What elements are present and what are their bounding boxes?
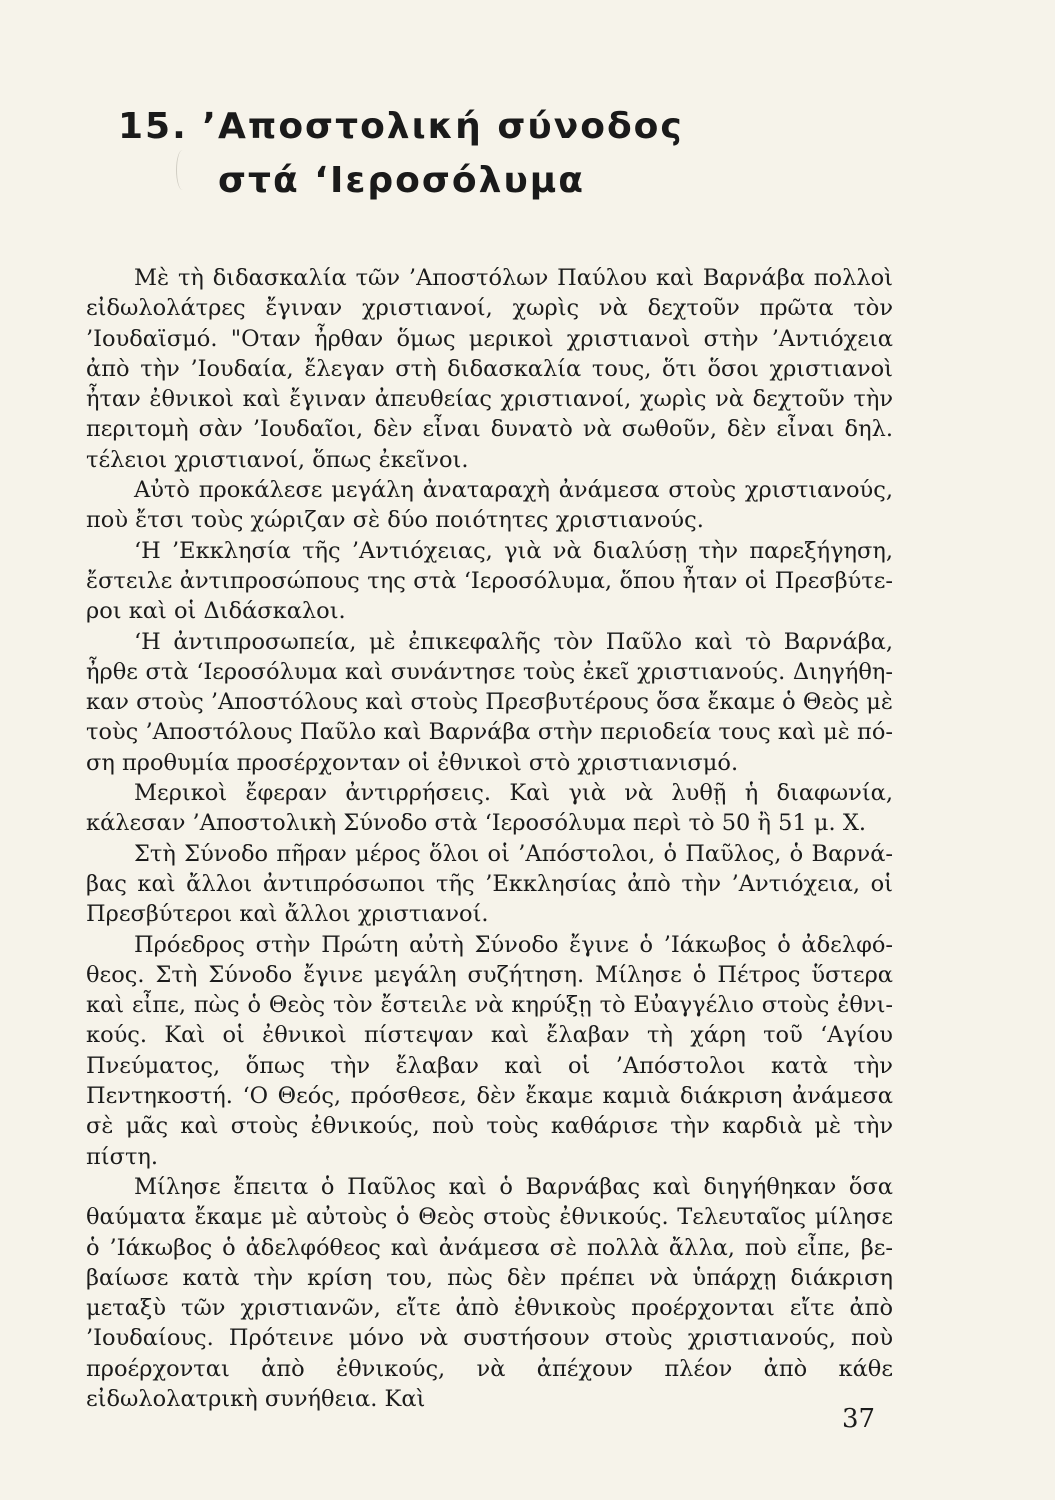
paragraph-1: Μὲ τὴ διδασκαλία τῶν ’Αποστόλων Παύλου καὶ Βαρνάβα πολλοὶ εἰδωλολάτρες ἔγιναν χριστιανοί, χωρὶς νὰ δεχτοῦν πρῶτα τὸν ’Ιουδαϊσμό. "Οταν ἦρθαν ὅμως μερικοὶ χριστιανοὶ στὴν ’Αντιόχεια ἀπὸ τὴν ’Ιουδαία, ἔλεγαν στὴ διδασκαλία τους, ὅτι ὅσοι χριστιανοὶ ἦταν ἐθνικοὶ καὶ ἔγιναν ἀπευθείας χριστιανοί, χωρὶς νὰ δεχτοῦν τὴν περιτομὴ σὰν ’Ιουδαῖοι, δὲν εἶναι δυνατὸ νὰ σωθοῦν, δὲν εἶναι δηλ. τέλειοι χριστιανοί, ὅπως ἐκεῖνοι.: [86, 265, 893, 473]
heading-line-1: 15. ’Αποστολική σύνοδος: [118, 106, 684, 147]
paragraph-4: ‘Η ἀντιπροσωπεία, μὲ ἐπικεφαλῆς τὸν Παῦλο καὶ τὸ Βαρνάβα, ἦρθε στὰ ‘Ιεροσόλυμα καὶ συνάντησε τοὺς ἐκεῖ χριστιανούς. Διηγήθηκαν στοὺς ’Αποστόλους καὶ στοὺς Πρεσβυτέρους ὅσα ἔκαμε ὁ Θεὸς μὲ τοὺς ’Αποστόλους Παῦλο καὶ Βαρνάβα στὴν περιοδεία τους καὶ μὲ πόση προθυμία προσέρχονταν οἱ ἐθνικοὶ στὸ χριστιανισμό.: [86, 628, 893, 776]
body-text: [86, 263, 893, 1414]
paragraph-3: ‘Η ’Εκκλησία τῆς ’Αντιόχειας, γιὰ νὰ διαλύσῃ τὴν παρεξήγηση, ἔστειλε ἀντιπροσώπους της στὰ ‘Ιεροσόλυμα, ὅπου ἦταν οἱ Πρεσβύτεροι καὶ οἱ Διδάσκαλοι.: [86, 537, 893, 625]
paragraph-7: Πρόεδρος στὴν Πρώτη αὐτὴ Σύνοδο ἔγινε ὁ ’Ιάκωβος ὁ ἀδελφόθεος. Στὴ Σύνοδο ἔγινε μεγάλη συζήτηση. Μίλησε ὁ Πέτρος ὕστερα καὶ εἶπε, πὼς ὁ Θεὸς τὸν ἔστειλε νὰ κηρύξῃ τὸ Εὐαγγέλιο στοὺς ἐθνικούς. Καὶ οἱ ἐθνικοὶ πίστεψαν καὶ ἔλαβαν τὴ χάρη τοῦ ‘Αγίου Πνεύματος, ὅπως τὴν ἔλαβαν καὶ οἱ ’Απόστολοι κατὰ τὴν Πεντηκοστή. ‘Ο Θεός, πρόσθεσε, δὲν ἔκαμε καμιὰ διάκριση ἀνάμεσα σὲ μᾶς καὶ στοὺς ἐθνικούς, ποὺ τοὺς καθάρισε τὴν καρδιὰ μὲ τὴν πίστη.: [86, 931, 893, 1170]
page-number: 37: [842, 1404, 876, 1434]
chapter-heading: [118, 100, 918, 208]
paragraph-2: Αὐτὸ προκάλεσε μεγάλη ἀναταραχὴ ἀνάμεσα στοὺς χριστιανούς, ποὺ ἔτσι τοὺς χώριζαν σὲ δύο ποιότητες χριστιανούς.: [86, 477, 893, 534]
paragraph-8: Μίλησε ἔπειτα ὁ Παῦλος καὶ ὁ Βαρνάβας καὶ διηγήθηκαν ὅσα θαύματα ἔκαμε μὲ αὐτοὺς ὁ Θεὸς στοὺς ἐθνικούς. Τελευταῖος μίλησε ὁ ’Ιάκωβος ὁ ἀδελφόθεος καὶ ἀνάμεσα σὲ πολλὰ ἄλλα, ποὺ εἶπε, βεβαίωσε κατὰ τὴν κρίση του, πὼς δὲν πρέπει νὰ ὑπάρχῃ διάκριση μεταξὺ τῶν χριστιανῶν, εἴτε ἀπὸ ἐθνικοὺς προέρχονται εἴτε ἀπὸ ’Ιουδαίους. Πρότεινε μόνο νὰ συστήσουν στοὺς χριστιανούς, ποὺ προέρχονται ἀπὸ ἐθνικούς, νὰ ἀπέχουν πλέον ἀπὸ κάθε εἰδωλολατρικὴ συνήθεια. Καὶ: [86, 1173, 893, 1412]
paragraph-5: Μερικοὶ ἔφεραν ἀντιρρήσεις. Καὶ γιὰ νὰ λυθῇ ἡ διαφωνία, κάλεσαν ’Αποστολικὴ Σύνοδο στὰ ‘Ιεροσόλυμα περὶ τὸ 50 ἢ 51 μ. Χ.: [86, 780, 893, 837]
paragraph-6: Στὴ Σύνοδο πῆραν μέρος ὅλοι οἱ ’Απόστολοι, ὁ Παῦλος, ὁ Βαρνάβας καὶ ἄλλοι ἀντιπρόσωποι τῆς ’Εκκλησίας ἀπὸ τὴν ’Αντιόχεια, οἱ Πρεσβύτεροι καὶ ἄλλοι χριστιανοί.: [86, 840, 893, 928]
heading-line-2: στά ‘Ιεροσόλυμα: [218, 160, 585, 201]
